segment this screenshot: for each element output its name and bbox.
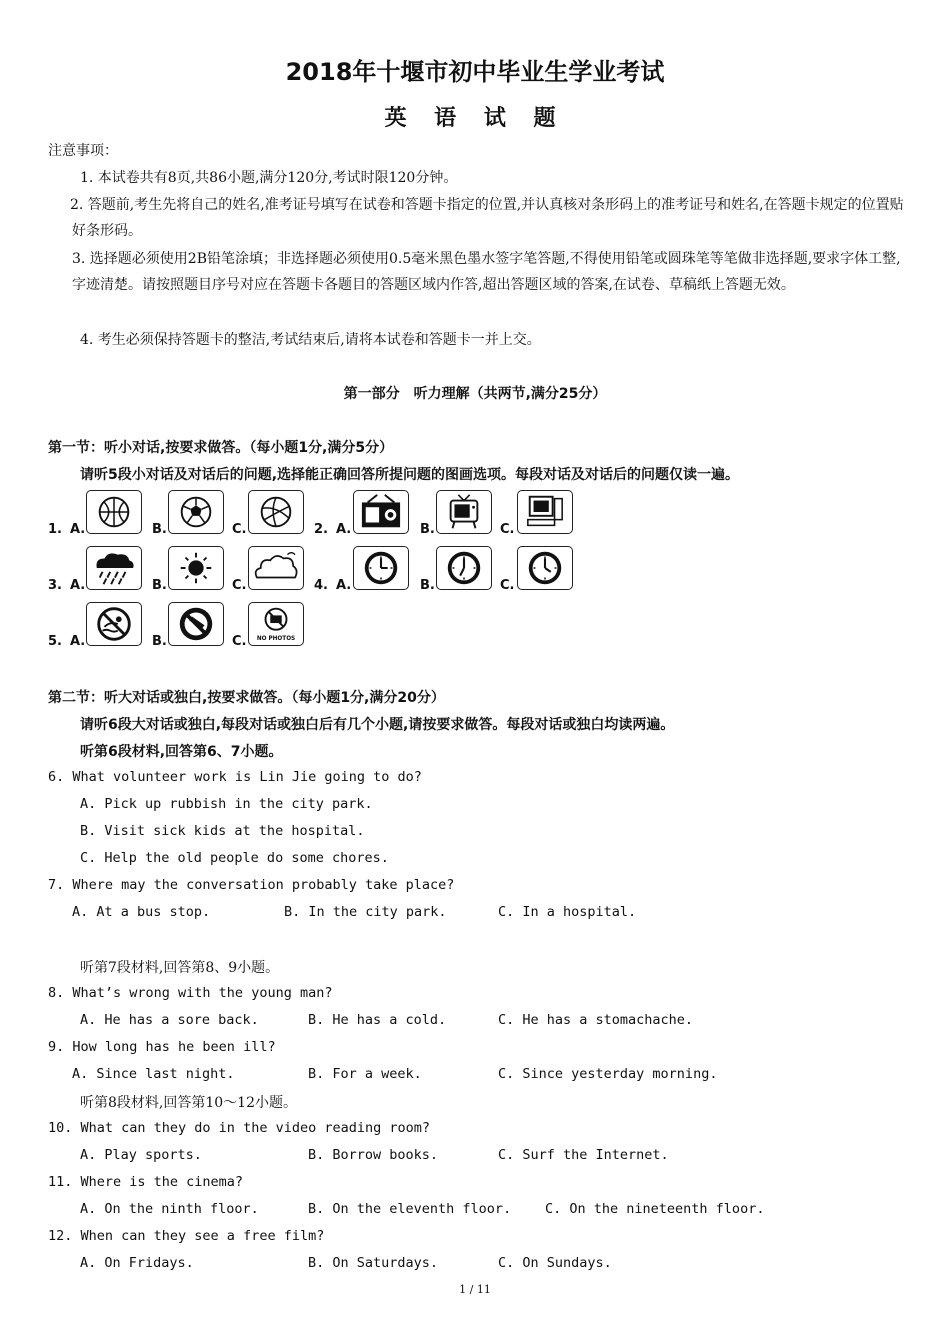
page-number: 1 / 11 — [459, 1283, 491, 1296]
q12-option-c: C. On Sundays. — [498, 1255, 612, 1271]
option-label: A. — [70, 578, 86, 593]
option-label: B. — [152, 634, 167, 649]
section2-instruction: 请听6段大对话或独白,每段对话或独白后有几个小题,请按要求做答。每段对话或独白均读两遍。 — [80, 717, 675, 733]
q6-option-c: C. Help the old people do some chores. — [80, 850, 389, 866]
q7-option-b: B. In the city park. — [284, 904, 447, 920]
q9-option-b: B. For a week. — [308, 1066, 422, 1082]
part1-heading: 第一部分 听力理解（共两节,满分25分） — [343, 386, 607, 402]
q10-option-c: C. Surf the Internet. — [498, 1147, 669, 1163]
clock-icon — [436, 546, 492, 590]
note-item-3-text: 3. 选择题必须使用2B铅笔涂填；非选择题必须使用0.5毫米黑色墨水签字笔答题,不得使用铅笔或圆珠笔等笔做非选择题,要求字体工整,字迹清楚。请按照题目序号对应在答题卡各题目的答题区域内作答,超出答题区域的答案,在试卷、草稿纸上答题无效。 — [72, 251, 901, 293]
q9-option-c: C. Since yesterday morning. — [498, 1066, 718, 1082]
option-label: A. — [336, 578, 352, 593]
option-label: A. — [336, 522, 352, 537]
soccer-ball-icon — [168, 490, 224, 534]
q11-option-a: A. On the ninth floor. — [80, 1201, 259, 1217]
cloud-icon — [248, 546, 304, 590]
rain-cloud-icon — [86, 546, 142, 590]
question-7: 7. Where may the conversation probably take place? — [48, 877, 455, 893]
option-label: C. — [232, 634, 247, 649]
exam-title: 2018年十堰市初中毕业生学业考试 — [285, 58, 665, 86]
volleyball-icon — [248, 490, 304, 534]
q10-option-a: A. Play sports. — [80, 1147, 202, 1163]
option-label: B. — [152, 522, 167, 537]
q8-option-a: A. He has a sore back. — [80, 1012, 259, 1028]
q12-option-a: A. On Fridays. — [80, 1255, 194, 1271]
q9-option-a: A. Since last night. — [72, 1066, 235, 1082]
computer-icon — [517, 490, 573, 534]
q8-option-c: C. He has a stomachache. — [498, 1012, 694, 1028]
note-item-2 — [72, 192, 907, 244]
question-number: 1. — [48, 522, 62, 537]
note-item-3 — [72, 246, 907, 298]
q11-option-b: B. On the eleventh floor. — [308, 1201, 512, 1217]
question-6: 6. What volunteer work is Lin Jie going to do? — [48, 769, 422, 785]
section1-heading: 第一节：听小对话,按要求做答。（每小题1分,满分5分） — [48, 440, 394, 456]
question-10: 10. What can they do in the video reading room? — [48, 1120, 431, 1136]
question-9: 9. How long has he been ill? — [48, 1039, 276, 1055]
notes-heading: 注意事项： — [48, 143, 118, 159]
q10-option-b: B. Borrow books. — [308, 1147, 439, 1163]
q7-option-c: C. In a hospital. — [498, 904, 637, 920]
no-smoking-icon — [168, 602, 224, 646]
note-item-4: 4. 考生必须保持答题卡的整洁,考试结束后,请将本试卷和答题卡一并上交。 — [80, 332, 541, 348]
no-photos-caption: NO PHOTOS — [256, 636, 296, 643]
question-number: 5. — [48, 634, 62, 649]
note-item-1: 1. 本试卷共有8页,共86小题,满分120分,考试时限120分钟。 — [80, 170, 458, 186]
option-label: C. — [232, 522, 247, 537]
q6-option-b: B. Visit sick kids at the hospital. — [80, 823, 365, 839]
option-label: C. — [232, 578, 247, 593]
note-item-2-text: 2. 答题前,考生先将自己的姓名,准考证号填写在试卷和答题卡指定的位置,并认真核对条形码上的准考证号和姓名,在答题卡规定的位置贴好条形码。 — [70, 197, 904, 239]
radio-icon — [353, 490, 409, 534]
material-6-heading: 听第6段材料,回答第6、7小题。 — [80, 744, 283, 760]
option-label: A. — [70, 634, 86, 649]
q11-option-c: C. On the nineteenth floor. — [545, 1201, 765, 1217]
option-label: B. — [420, 522, 435, 537]
option-label: B. — [420, 578, 435, 593]
basketball-icon — [86, 490, 142, 534]
section1-instruction: 请听5段小对话及对话后的问题,选择能正确回答所提问题的图画选项。每段对话及对话后的问题仅读一遍。 — [80, 467, 740, 483]
q12-option-b: B. On Saturdays. — [308, 1255, 439, 1271]
question-11: 11. Where is the cinema? — [48, 1174, 244, 1190]
question-number: 4. — [314, 578, 328, 593]
material-7-heading: 听第7段材料,回答第8、9小题。 — [80, 960, 280, 976]
question-12: 12. When can they see a free film? — [48, 1228, 325, 1244]
option-label: B. — [152, 578, 167, 593]
option-label: C. — [500, 522, 515, 537]
no-swimming-icon — [86, 602, 142, 646]
clock-icon — [353, 546, 409, 590]
question-number: 3. — [48, 578, 62, 593]
q6-option-a: A. Pick up rubbish in the city park. — [80, 796, 373, 812]
option-label: C. — [500, 578, 515, 593]
sun-icon — [168, 546, 224, 590]
question-8: 8. What’s wrong with the young man? — [48, 985, 333, 1001]
exam-subtitle: 英 语 试 题 — [384, 106, 566, 131]
question-number: 2. — [314, 522, 328, 537]
section2-heading: 第二节：听大对话或独白,按要求做答。（每小题1分,满分20分） — [48, 690, 445, 706]
no-photos-icon — [248, 602, 304, 646]
q7-option-a: A. At a bus stop. — [72, 904, 211, 920]
q8-option-b: B. He has a cold. — [308, 1012, 447, 1028]
material-8-heading: 听第8段材料,回答第10～12小题。 — [80, 1095, 297, 1111]
television-icon — [436, 490, 492, 534]
clock-icon — [517, 546, 573, 590]
option-label: A. — [70, 522, 86, 537]
